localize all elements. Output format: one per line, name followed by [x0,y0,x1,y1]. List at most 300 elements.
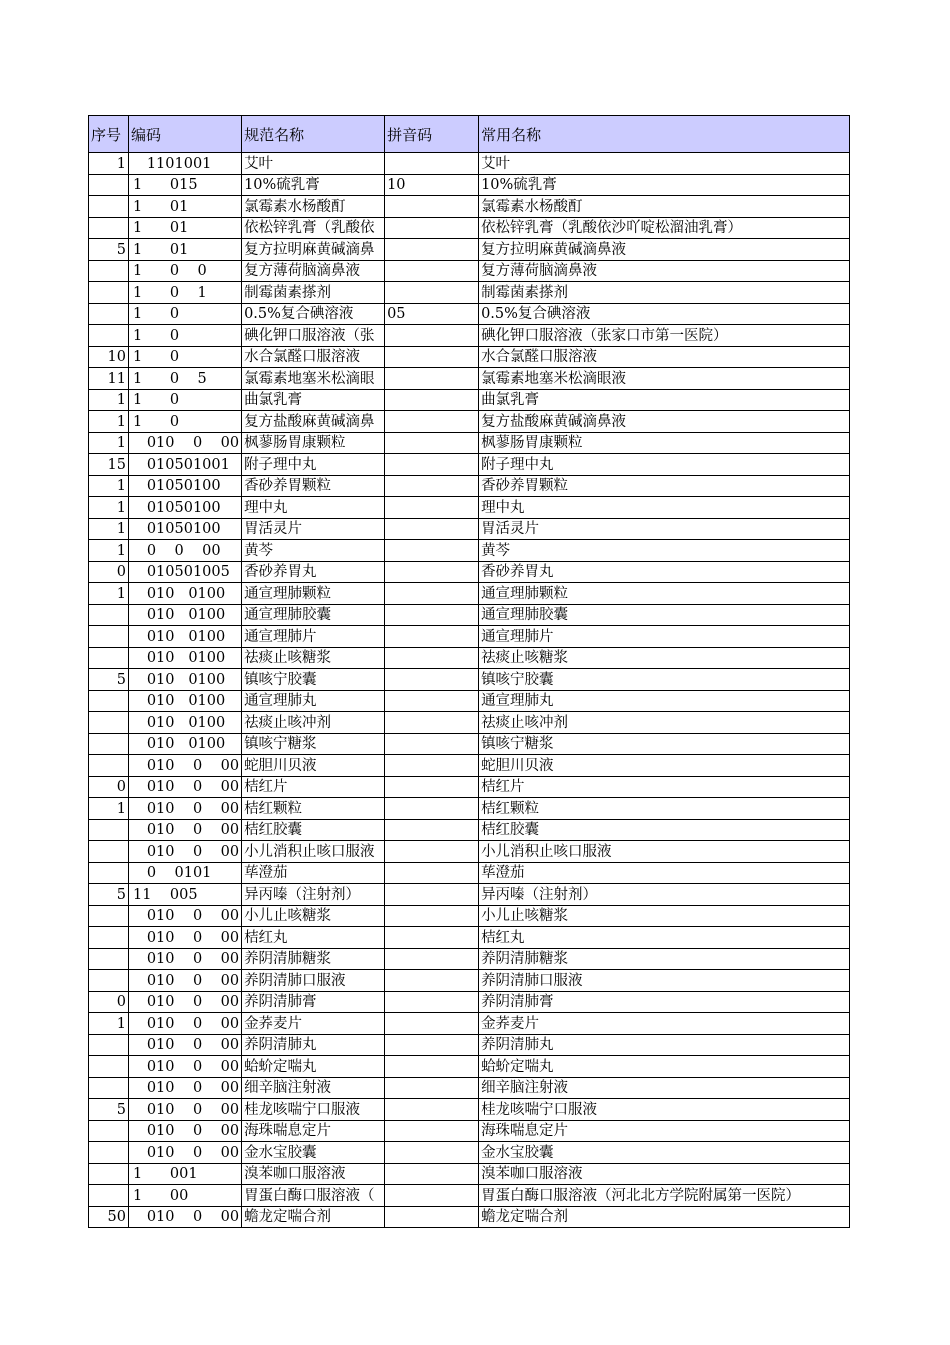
cell-standard-name: 理中丸 [242,497,385,519]
table-row [89,1056,850,1078]
cell-pinyin-code [385,712,479,734]
table-row [89,1206,850,1228]
cell-standard-name: 曲氯乳膏 [242,389,385,411]
cell-code: 1 0 5 [129,368,242,390]
cell-code: 1 0 1 [129,282,242,304]
cell-common-name: 桂龙咳喘宁口服液 [479,1099,850,1121]
cell-pinyin-code [385,217,479,239]
cell-pinyin-code: 10 [385,174,479,196]
cell-pinyin-code [385,454,479,476]
table-row [89,604,850,626]
cell-pinyin-code [385,884,479,906]
table-row [89,411,850,433]
cell-code: 010 0 00 [129,755,242,777]
cell-common-name: 通宣理肺丸 [479,690,850,712]
cell-pinyin-code [385,733,479,755]
cell-standard-name: 祛痰止咳冲剂 [242,712,385,734]
cell-pinyin-code [385,411,479,433]
cell-standard-name: 艾叶 [242,153,385,175]
cell-common-name: 蛇胆川贝液 [479,755,850,777]
cell-standard-name: 荜澄茄 [242,862,385,884]
cell-index: 5 [89,884,129,906]
cell-standard-name: 枫蓼肠胃康颗粒 [242,432,385,454]
cell-code: 1 0 0 [129,260,242,282]
cell-pinyin-code [385,260,479,282]
table-row [89,948,850,970]
cell-standard-name: 通宣理肺片 [242,626,385,648]
table-row [89,1099,850,1121]
cell-common-name: 小儿止咳糖浆 [479,905,850,927]
cell-code: 010 0 00 [129,776,242,798]
cell-code: 010 0 00 [129,1056,242,1078]
cell-pinyin-code [385,497,479,519]
cell-common-name: 通宣理肺颗粒 [479,583,850,605]
table-row [89,1120,850,1142]
cell-common-name: 香砂养胃颗粒 [479,475,850,497]
cell-common-name: 镇咳宁胶囊 [479,669,850,691]
cell-standard-name: 通宣理肺胶囊 [242,604,385,626]
cell-code: 1 0 [129,411,242,433]
cell-index [89,217,129,239]
cell-standard-name: 桂龙咳喘宁口服液 [242,1099,385,1121]
cell-code: 010 0 00 [129,970,242,992]
cell-index: 1 [89,583,129,605]
cell-standard-name: 水合氯醛口服溶液 [242,346,385,368]
cell-index [89,282,129,304]
table-row [89,540,850,562]
cell-code: 010 0 00 [129,798,242,820]
cell-standard-name: 金荞麦片 [242,1013,385,1035]
table-row [89,583,850,605]
cell-code: 010 0 00 [129,1013,242,1035]
cell-index [89,927,129,949]
cell-code: 010501005 [129,561,242,583]
cell-code: 010 0 00 [129,1099,242,1121]
header-common-name: 常用名称 [479,116,850,153]
cell-common-name: 蟾龙定喘合剂 [479,1206,850,1228]
cell-code: 1101001 [129,153,242,175]
cell-pinyin-code [385,1077,479,1099]
cell-common-name: 10%硫乳膏 [479,174,850,196]
cell-common-name: 养阴清肺糖浆 [479,948,850,970]
cell-code: 1 015 [129,174,242,196]
cell-standard-name: 养阴清肺口服液 [242,970,385,992]
table-row [89,991,850,1013]
table-row [89,712,850,734]
cell-pinyin-code [385,970,479,992]
cell-common-name: 枫蓼肠胃康颗粒 [479,432,850,454]
table-row [89,260,850,282]
cell-common-name: 通宣理肺片 [479,626,850,648]
table-row [89,776,850,798]
table-row [89,217,850,239]
cell-code: 010 0 00 [129,1120,242,1142]
table-row [89,368,850,390]
header-pinyin-code: 拼音码 [385,116,479,153]
cell-index [89,647,129,669]
cell-pinyin-code [385,153,479,175]
cell-code: 010 0 00 [129,948,242,970]
cell-index [89,325,129,347]
cell-common-name: 胃活灵片 [479,518,850,540]
cell-index: 0 [89,561,129,583]
cell-common-name: 养阴清肺口服液 [479,970,850,992]
cell-code: 01050100 [129,475,242,497]
cell-standard-name: 蛤蚧定喘丸 [242,1056,385,1078]
cell-code: 010 0100 [129,733,242,755]
cell-index: 10 [89,346,129,368]
cell-common-name: 黄芩 [479,540,850,562]
cell-standard-name: 蟾龙定喘合剂 [242,1206,385,1228]
cell-common-name: 养阴清肺膏 [479,991,850,1013]
cell-common-name: 理中丸 [479,497,850,519]
cell-index: 5 [89,669,129,691]
table-row [89,970,850,992]
cell-pinyin-code [385,368,479,390]
cell-standard-name: 溴苯咖口服溶液 [242,1163,385,1185]
table-row [89,1142,850,1164]
cell-code: 1 0 [129,325,242,347]
cell-pinyin-code [385,1185,479,1207]
table-body [89,153,850,1228]
cell-index: 1 [89,389,129,411]
cell-pinyin-code [385,991,479,1013]
cell-common-name: 复方拉明麻黄碱滴鼻液 [479,239,850,261]
cell-index [89,1034,129,1056]
cell-code: 01050100 [129,518,242,540]
cell-code: 010 0100 [129,669,242,691]
cell-standard-name: 10%硫乳膏 [242,174,385,196]
cell-pinyin-code [385,583,479,605]
cell-index [89,1120,129,1142]
cell-standard-name: 桔红颗粒 [242,798,385,820]
header-index: 序号 [89,116,129,153]
cell-code: 1 01 [129,239,242,261]
cell-pinyin-code [385,561,479,583]
cell-index [89,712,129,734]
cell-pinyin-code [385,475,479,497]
cell-standard-name: 胃蛋白酶口服溶液（ [242,1185,385,1207]
cell-index: 1 [89,1013,129,1035]
cell-common-name: 镇咳宁糖浆 [479,733,850,755]
cell-pinyin-code [385,905,479,927]
table-row [89,884,850,906]
cell-code: 010 0 00 [129,1077,242,1099]
cell-index: 11 [89,368,129,390]
cell-index: 0 [89,991,129,1013]
cell-common-name: 复方盐酸麻黄碱滴鼻液 [479,411,850,433]
header-code: 编码 [129,116,242,153]
cell-code: 010 0 00 [129,991,242,1013]
cell-common-name: 海珠喘息定片 [479,1120,850,1142]
drug-code-table [88,115,850,1228]
cell-pinyin-code [385,626,479,648]
cell-pinyin-code [385,389,479,411]
cell-standard-name: 蛇胆川贝液 [242,755,385,777]
cell-index [89,626,129,648]
cell-code: 1 0 [129,346,242,368]
cell-standard-name: 碘化钾口服溶液（张 [242,325,385,347]
cell-index: 1 [89,411,129,433]
cell-pinyin-code [385,346,479,368]
cell-pinyin-code [385,862,479,884]
cell-pinyin-code [385,1056,479,1078]
cell-code: 1 01 [129,217,242,239]
cell-standard-name: 桔红胶囊 [242,819,385,841]
table-row [89,174,850,196]
cell-pinyin-code [385,282,479,304]
cell-index [89,948,129,970]
cell-code: 010501001 [129,454,242,476]
table-row [89,389,850,411]
cell-common-name: 细辛脑注射液 [479,1077,850,1099]
cell-pinyin-code [385,432,479,454]
cell-common-name: 附子理中丸 [479,454,850,476]
cell-index [89,260,129,282]
cell-common-name: 金水宝胶囊 [479,1142,850,1164]
cell-index: 0 [89,776,129,798]
table-row [89,518,850,540]
cell-code: 010 0 00 [129,432,242,454]
cell-standard-name: 小儿止咳糖浆 [242,905,385,927]
cell-pinyin-code [385,819,479,841]
cell-pinyin-code [385,604,479,626]
cell-standard-name: 镇咳宁糖浆 [242,733,385,755]
cell-index: 1 [89,432,129,454]
table-row [89,153,850,175]
cell-standard-name: 通宣理肺颗粒 [242,583,385,605]
table-row [89,196,850,218]
cell-standard-name: 养阴清肺膏 [242,991,385,1013]
cell-standard-name: 0.5%复合碘溶液 [242,303,385,325]
cell-pinyin-code [385,1163,479,1185]
cell-pinyin-code [385,948,479,970]
cell-code: 010 0100 [129,604,242,626]
cell-index [89,303,129,325]
cell-standard-name: 金水宝胶囊 [242,1142,385,1164]
table-row [89,927,850,949]
cell-pinyin-code [385,776,479,798]
cell-standard-name: 细辛脑注射液 [242,1077,385,1099]
cell-standard-name: 通宣理肺丸 [242,690,385,712]
cell-code: 010 0100 [129,583,242,605]
table-row [89,798,850,820]
cell-common-name: 祛痰止咳糖浆 [479,647,850,669]
cell-index [89,1185,129,1207]
cell-common-name: 艾叶 [479,153,850,175]
cell-common-name: 0.5%复合碘溶液 [479,303,850,325]
cell-standard-name: 养阴清肺糖浆 [242,948,385,970]
cell-index [89,841,129,863]
cell-index: 1 [89,798,129,820]
cell-code: 010 0100 [129,690,242,712]
cell-code: 0 0101 [129,862,242,884]
cell-index: 5 [89,1099,129,1121]
cell-code: 010 0 00 [129,927,242,949]
cell-pinyin-code [385,669,479,691]
cell-standard-name: 小儿消积止咳口服液 [242,841,385,863]
table-row [89,819,850,841]
cell-code: 1 0 [129,303,242,325]
cell-common-name: 溴苯咖口服溶液 [479,1163,850,1185]
cell-pinyin-code [385,540,479,562]
cell-code: 010 0100 [129,647,242,669]
cell-standard-name: 黄芩 [242,540,385,562]
cell-code: 010 0 00 [129,819,242,841]
cell-common-name: 水合氯醛口服溶液 [479,346,850,368]
cell-code: 010 0 00 [129,1142,242,1164]
cell-index [89,905,129,927]
table-row [89,454,850,476]
cell-code: 010 0 00 [129,1034,242,1056]
cell-code: 1 001 [129,1163,242,1185]
cell-common-name: 碘化钾口服溶液（张家口市第一医院） [479,325,850,347]
cell-common-name: 香砂养胃丸 [479,561,850,583]
cell-common-name: 桔红丸 [479,927,850,949]
cell-index [89,1163,129,1185]
cell-common-name: 通宣理肺胶囊 [479,604,850,626]
cell-standard-name: 复方拉明麻黄碱滴鼻 [242,239,385,261]
table-row [89,1163,850,1185]
table-row [89,1077,850,1099]
cell-common-name: 胃蛋白酶口服溶液（河北北方学院附属第一医院） [479,1185,850,1207]
table-row [89,1013,850,1035]
cell-pinyin-code [385,647,479,669]
cell-common-name: 依松锌乳膏（乳酸依沙吖啶松溜油乳膏） [479,217,850,239]
cell-pinyin-code [385,239,479,261]
cell-standard-name: 桔红片 [242,776,385,798]
cell-common-name: 祛痰止咳冲剂 [479,712,850,734]
cell-common-name: 氯霉素水杨酸酊 [479,196,850,218]
cell-index [89,174,129,196]
cell-code: 11 005 [129,884,242,906]
cell-index: 1 [89,497,129,519]
table-row [89,733,850,755]
cell-code: 010 0 00 [129,841,242,863]
cell-pinyin-code [385,1120,479,1142]
cell-pinyin-code: 05 [385,303,479,325]
cell-pinyin-code [385,325,479,347]
cell-common-name: 小儿消积止咳口服液 [479,841,850,863]
cell-common-name: 蛤蚧定喘丸 [479,1056,850,1078]
table-row [89,475,850,497]
cell-standard-name: 祛痰止咳糖浆 [242,647,385,669]
table-row [89,1034,850,1056]
cell-common-name: 桔红片 [479,776,850,798]
cell-common-name: 制霉菌素搽剂 [479,282,850,304]
cell-index [89,819,129,841]
cell-standard-name: 附子理中丸 [242,454,385,476]
cell-index: 15 [89,454,129,476]
cell-standard-name: 氯霉素水杨酸酊 [242,196,385,218]
table-row [89,303,850,325]
cell-standard-name: 制霉菌素搽剂 [242,282,385,304]
table-row [89,282,850,304]
cell-common-name: 养阴清肺丸 [479,1034,850,1056]
table-row [89,841,850,863]
cell-index [89,970,129,992]
cell-index: 5 [89,239,129,261]
cell-pinyin-code [385,1034,479,1056]
table-row [89,626,850,648]
cell-standard-name: 镇咳宁胶囊 [242,669,385,691]
cell-index [89,196,129,218]
cell-index [89,755,129,777]
cell-standard-name: 复方薄荷脑滴鼻液 [242,260,385,282]
cell-common-name: 曲氯乳膏 [479,389,850,411]
cell-standard-name: 养阴清肺丸 [242,1034,385,1056]
table-header [89,116,850,153]
table-row [89,239,850,261]
cell-common-name: 桔红胶囊 [479,819,850,841]
cell-index: 1 [89,153,129,175]
table-row [89,561,850,583]
cell-pinyin-code [385,196,479,218]
cell-pinyin-code [385,927,479,949]
cell-standard-name: 依松锌乳膏（乳酸依 [242,217,385,239]
cell-pinyin-code [385,755,479,777]
cell-standard-name: 复方盐酸麻黄碱滴鼻 [242,411,385,433]
table-row [89,905,850,927]
cell-index: 1 [89,540,129,562]
cell-pinyin-code [385,518,479,540]
cell-standard-name: 桔红丸 [242,927,385,949]
cell-index: 1 [89,518,129,540]
cell-code: 1 0 [129,389,242,411]
table-row [89,346,850,368]
cell-code: 0 0 00 [129,540,242,562]
table-row [89,432,850,454]
cell-common-name: 氯霉素地塞米松滴眼液 [479,368,850,390]
table-row [89,1185,850,1207]
cell-code: 01050100 [129,497,242,519]
cell-pinyin-code [385,798,479,820]
header-row [89,116,850,153]
cell-standard-name: 香砂养胃丸 [242,561,385,583]
cell-standard-name: 氯霉素地塞米松滴眼 [242,368,385,390]
cell-pinyin-code [385,1206,479,1228]
cell-code: 1 01 [129,196,242,218]
cell-standard-name: 香砂养胃颗粒 [242,475,385,497]
cell-standard-name: 异丙嗪（注射剂） [242,884,385,906]
cell-index [89,1142,129,1164]
header-standard-name: 规范名称 [242,116,385,153]
table-row [89,669,850,691]
table-row [89,647,850,669]
cell-common-name: 复方薄荷脑滴鼻液 [479,260,850,282]
cell-index [89,733,129,755]
cell-common-name: 荜澄茄 [479,862,850,884]
cell-pinyin-code [385,1142,479,1164]
cell-code: 010 0 00 [129,1206,242,1228]
table-row [89,755,850,777]
cell-index [89,1077,129,1099]
cell-code: 010 0100 [129,626,242,648]
cell-index [89,604,129,626]
cell-pinyin-code [385,690,479,712]
cell-pinyin-code [385,1099,479,1121]
cell-index [89,1056,129,1078]
cell-code: 010 0100 [129,712,242,734]
cell-index [89,862,129,884]
table-row [89,497,850,519]
cell-common-name: 金荞麦片 [479,1013,850,1035]
table-row [89,862,850,884]
cell-index: 50 [89,1206,129,1228]
cell-pinyin-code [385,841,479,863]
cell-common-name: 异丙嗪（注射剂） [479,884,850,906]
cell-code: 1 00 [129,1185,242,1207]
